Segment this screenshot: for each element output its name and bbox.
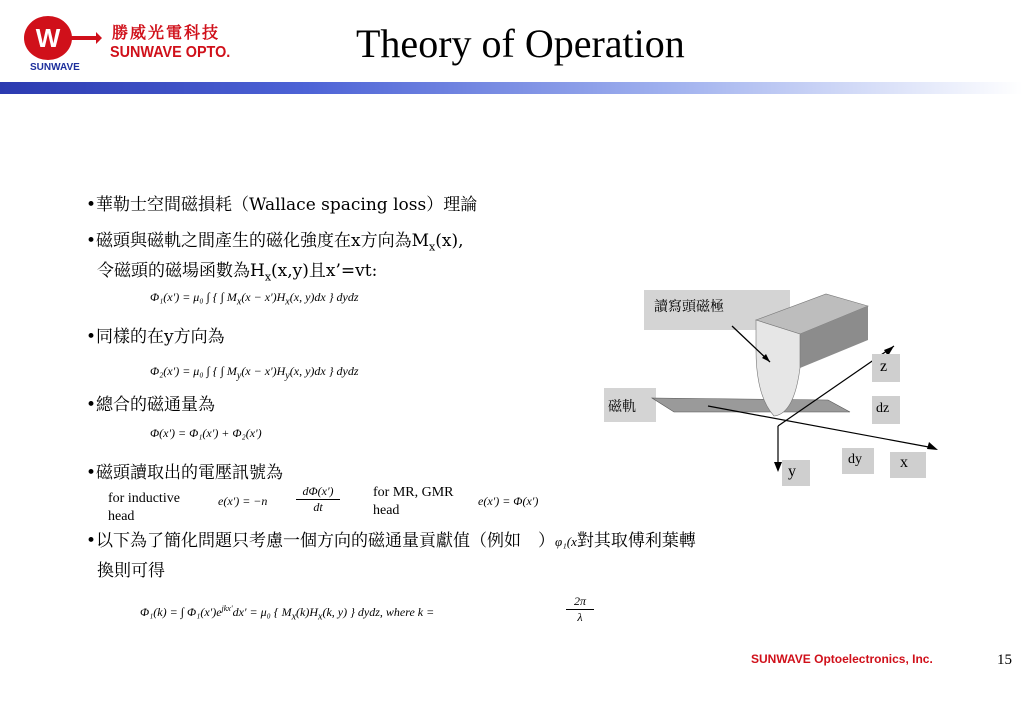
bullet-text-3b: (x,y)且x’=vt: — [271, 261, 378, 281]
axis-dz-label: dz — [876, 401, 890, 416]
x-arrowhead — [927, 442, 938, 450]
bullet-text-5: 總合的磁通量為 — [96, 395, 216, 415]
bullet-text-6: 磁頭讀取出的電壓訊號為 — [96, 463, 284, 483]
bullet-text-2a: 磁頭與磁軌之間產生的磁化強度在x方向為M — [96, 231, 430, 251]
bullet-text-7: 以下為了簡化問題只考慮一個方向的磁通量貢獻值（例如 ） — [96, 531, 556, 551]
equation-2 — [150, 364, 359, 381]
track-strip — [652, 398, 850, 412]
logo-english-name: SUNWAVE OPTO. — [110, 44, 231, 61]
bullet-line-2-cont — [97, 256, 377, 283]
bullet-line-4 — [86, 390, 215, 415]
footer-company: SUNWAVE Optoelectronics, Inc. — [751, 652, 933, 666]
track-label: 磁軌 — [608, 399, 636, 415]
bullet-text-2b: (x), — [435, 231, 464, 251]
bullet-line-1 — [86, 190, 477, 215]
eq6-sub: x — [291, 611, 297, 623]
eq1-part: (x − x')H — [241, 290, 286, 304]
equation-6 — [140, 604, 434, 622]
bullet-text-7b: 對其取傅利葉轉 — [576, 531, 696, 551]
x-label-box — [890, 452, 926, 478]
eq6-denominator: λ — [577, 610, 583, 624]
eq2-sub: y — [285, 370, 290, 382]
eq6-part: (k, y) } dydz, where k = — [322, 605, 435, 619]
eq2-part: Φ₂(x') = μ₀ ∫ { ∫ M — [150, 364, 237, 378]
logo-chinese-name: 勝威光電科技 — [112, 23, 221, 42]
eq4-denominator: dt — [313, 500, 323, 514]
y-arrowhead — [774, 462, 782, 472]
y-label-box — [782, 460, 810, 486]
bullet-text-1: 華勒士空間磁損耗（Wallace spacing loss）理論 — [96, 195, 478, 215]
subscript: x — [429, 240, 436, 254]
axis-x-label: x — [900, 454, 908, 471]
axis-y-label: y — [788, 463, 796, 480]
page-number: 15 — [997, 652, 1012, 668]
eq2-part: (x − x')H — [241, 364, 286, 378]
eq2-part: (x, y)dx } dydz — [289, 364, 359, 378]
bullet-dot: • — [86, 531, 97, 551]
axis-dy-label: dy — [848, 452, 862, 467]
eq6-part: Φ₁(k) = ∫ Φ₁(x')e — [140, 605, 222, 619]
bullet-line-6 — [86, 526, 696, 551]
eq1-part: (x, y)dx } dydz — [289, 290, 359, 304]
bullet-line-2 — [86, 226, 464, 253]
eq1-sub: x — [285, 296, 290, 308]
head-track-diagram — [604, 288, 984, 488]
equation-4 — [218, 494, 267, 509]
diagram-svg — [604, 288, 984, 488]
logo-small-text: SUNWAVE — [30, 62, 80, 73]
bullet-line-6-cont: 換則可得 — [97, 561, 165, 581]
head-label: 讀寫頭磁極 — [654, 299, 724, 315]
slide-title: Theory of Operation — [356, 21, 685, 66]
eq6-numerator: 2π — [566, 594, 594, 610]
mr-head-label: for MR, GMR head — [373, 485, 454, 518]
inductive-head-label: for inductive head — [108, 491, 180, 524]
eq6-sub: x — [318, 611, 323, 623]
eq4-fraction — [296, 484, 340, 515]
subscript: x — [264, 270, 272, 284]
equation-5: e(x') = Φ(x') — [478, 494, 539, 508]
eq1-part: Φ₁(x') = μ₀ ∫ { ∫ M — [150, 290, 237, 304]
bullet-text-4: 同樣的在y方向為 — [96, 327, 225, 347]
eq6-part: dx' = μ₀ { M — [232, 605, 292, 619]
bullet-dot: • — [86, 327, 97, 347]
eq4-numerator: dΦ(x') — [296, 484, 340, 500]
bullet-dot: • — [86, 463, 97, 483]
eq2-sub: y — [236, 370, 242, 382]
bullet-dot: • — [86, 395, 97, 415]
equation-1 — [150, 290, 359, 307]
equation-3: Φ(x') = Φ₁(x') + Φ₂(x') — [150, 426, 262, 440]
eq1-sub: x — [236, 296, 242, 308]
bullet-dot: • — [86, 195, 97, 215]
logo-letter: W — [35, 23, 61, 53]
eq6-exp: jkx' — [221, 604, 233, 613]
phi-symbol: φ₁(x — [555, 534, 577, 549]
bullet-text-3a: 令磁頭的磁場函數為H — [97, 261, 265, 281]
header-gradient-bar — [0, 82, 1023, 94]
axis-z-label: z — [880, 358, 888, 375]
bullet-dot: • — [86, 231, 97, 251]
eq6-fraction — [566, 594, 594, 625]
bullet-line-3 — [86, 322, 225, 347]
eq4-lhs: e(x') = −n — [218, 494, 268, 508]
eq6-part: (k)H — [296, 605, 318, 619]
bullet-line-5 — [86, 458, 283, 483]
